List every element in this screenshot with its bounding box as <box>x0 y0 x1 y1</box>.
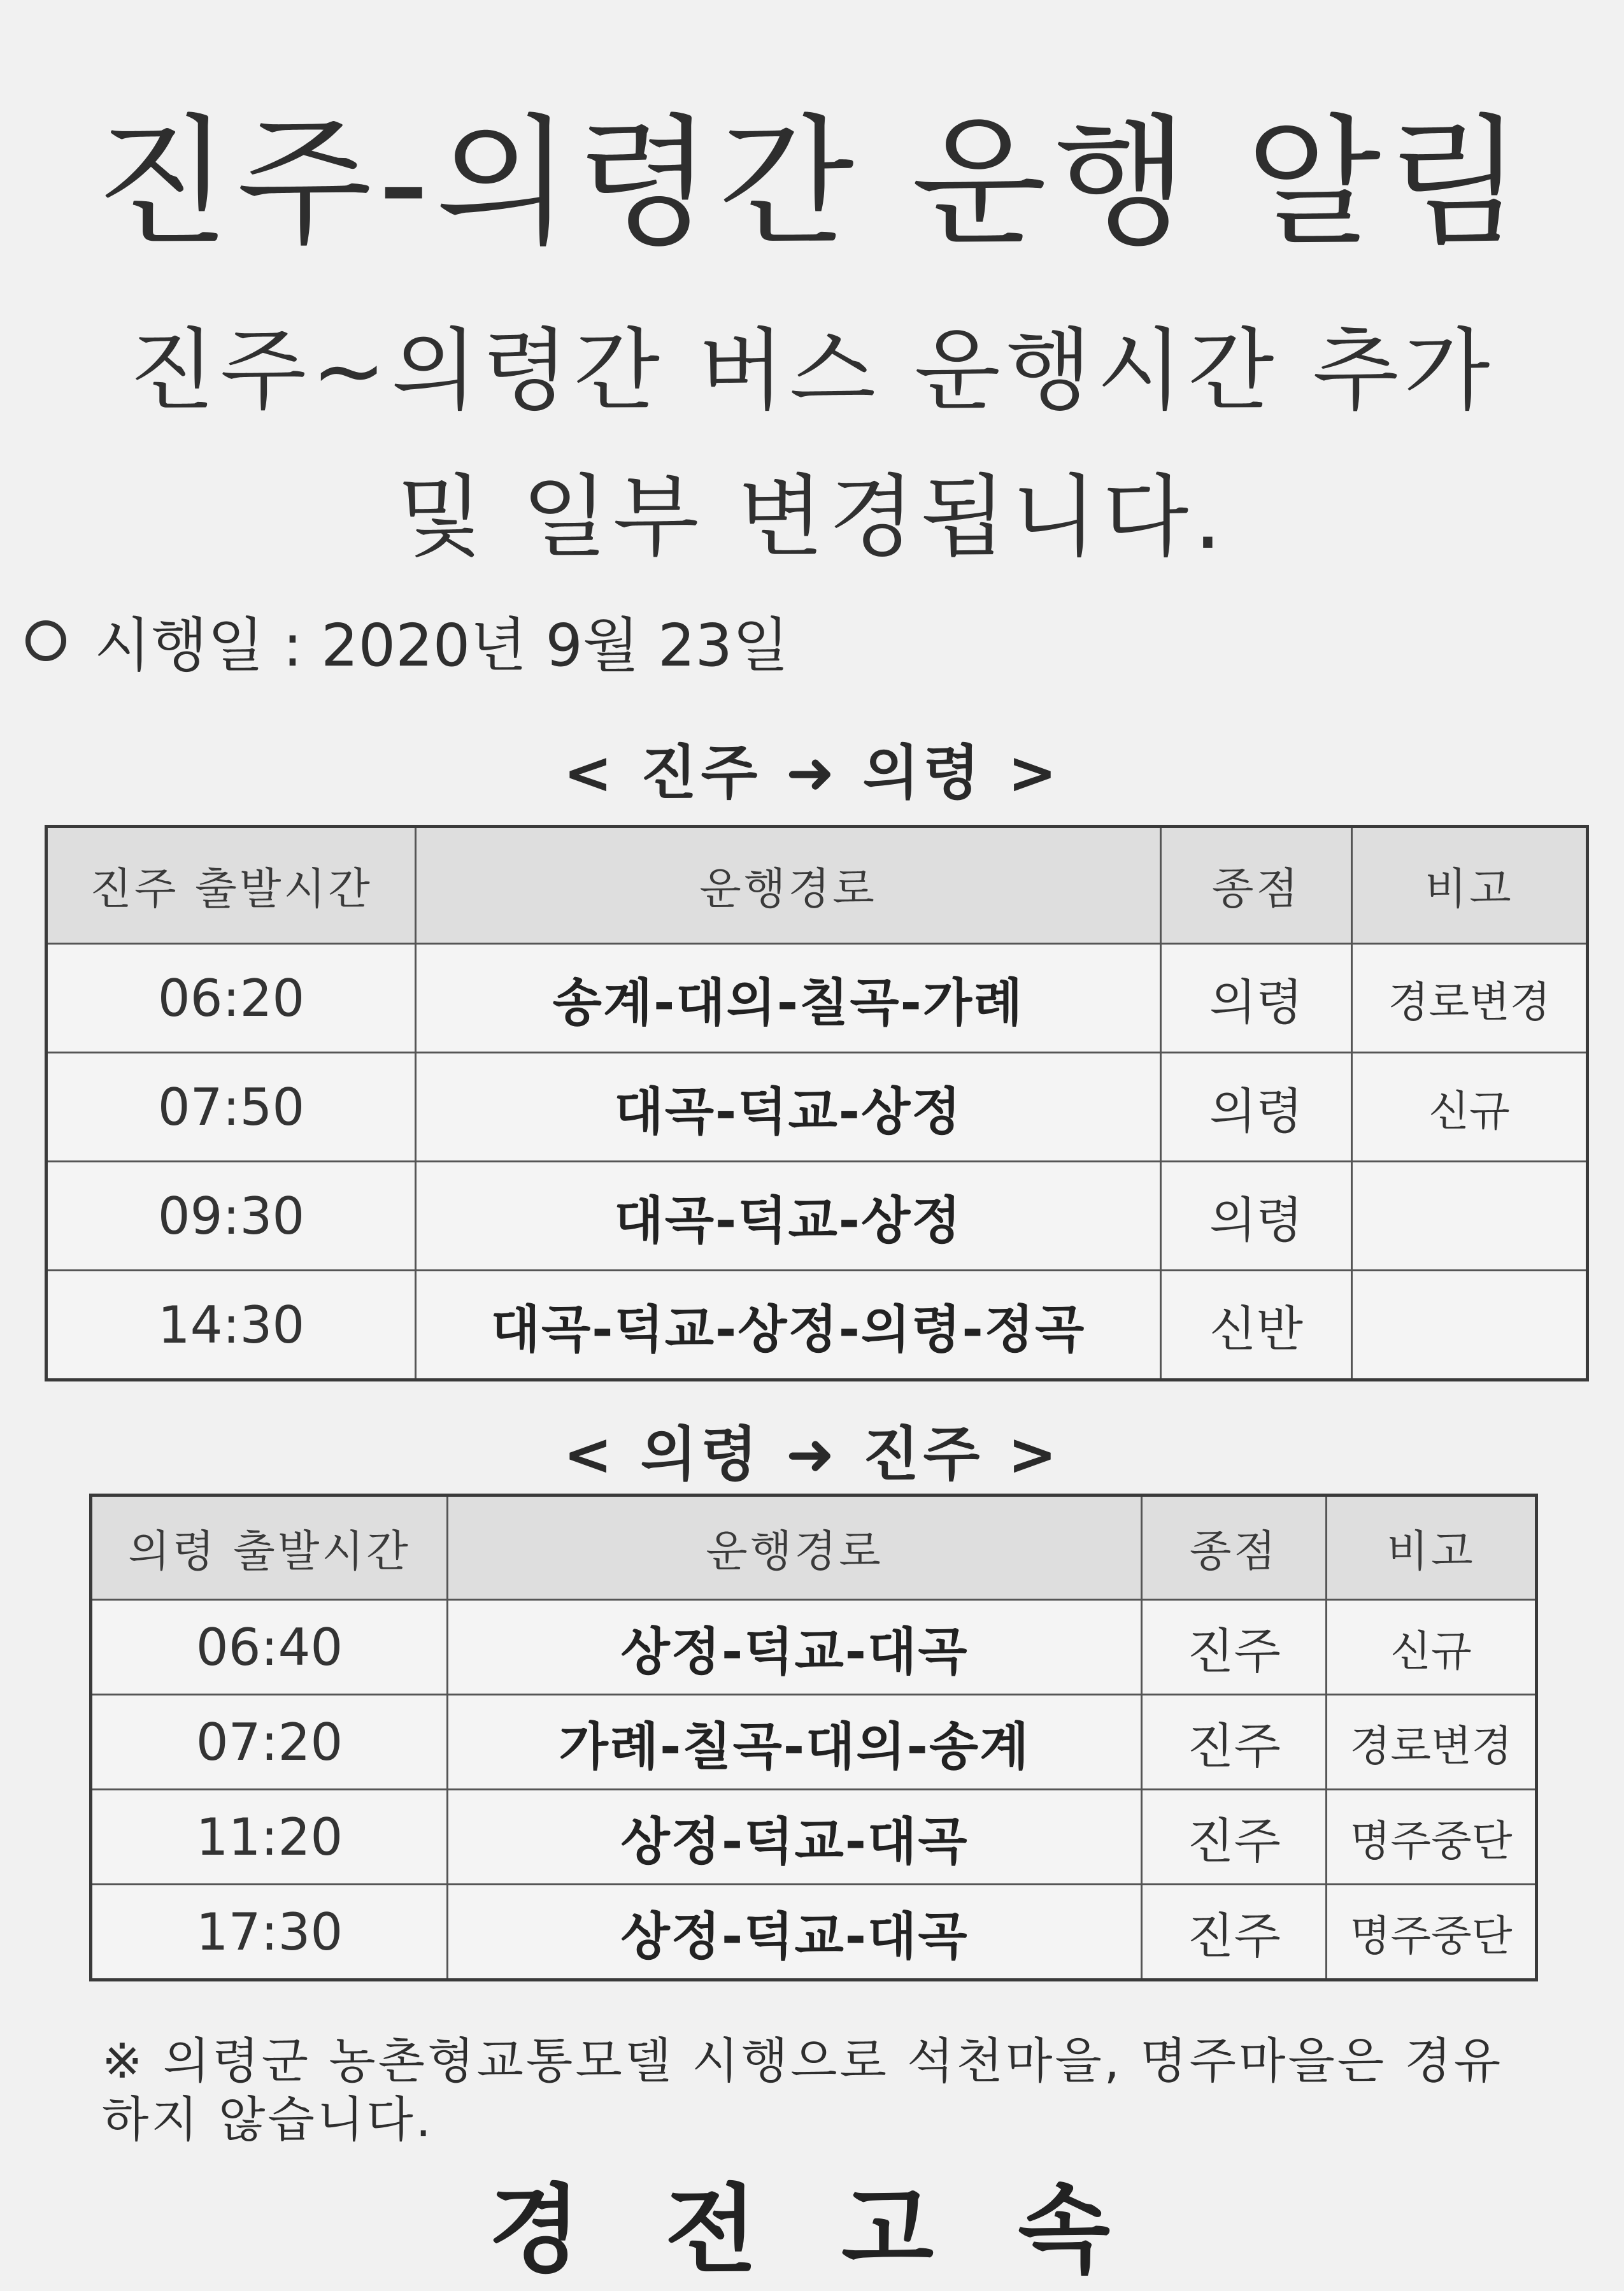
route: 대곡-덕교-상정 <box>416 1053 1161 1162</box>
schedule-table-uiryeong-to-jinju <box>89 1494 1538 1981</box>
destination: 의령 <box>1161 1053 1352 1162</box>
table-row <box>46 1162 1588 1271</box>
route: 상정-덕교-대곡 <box>448 1600 1142 1695</box>
table-row <box>91 1600 1537 1695</box>
company-name: 경 전 고 속 <box>488 2175 1136 2286</box>
header-route: 운행경로 <box>416 827 1161 944</box>
route: 송계-대의-칠곡-가례 <box>416 944 1161 1053</box>
header-note: 비고 <box>1352 827 1588 944</box>
table-row <box>46 944 1588 1053</box>
header-note: 비고 <box>1327 1495 1537 1600</box>
effective-date-text: 시행일 : 2020년 9월 23일 <box>94 611 789 680</box>
note: 경로변경 <box>1352 944 1588 1053</box>
effective-date <box>25 599 789 683</box>
route: 상정-덕교-대곡 <box>448 1790 1142 1885</box>
note: 신규 <box>1327 1600 1537 1695</box>
header-destination: 종점 <box>1161 827 1352 944</box>
table-row <box>91 1885 1537 1980</box>
header-route: 운행경로 <box>448 1495 1142 1600</box>
header-departure-time: 진주 출발시간 <box>46 827 416 944</box>
destination: 진주 <box>1142 1600 1327 1695</box>
table-header-row <box>91 1495 1537 1600</box>
route: 대곡-덕교-상정-의령-정곡 <box>416 1271 1161 1380</box>
route: 상정-덕교-대곡 <box>448 1885 1142 1980</box>
schedule-table-jinju-to-uiryeong <box>45 825 1589 1381</box>
departure-time: 06:40 <box>91 1600 448 1695</box>
header-destination: 종점 <box>1142 1495 1327 1600</box>
route: 대곡-덕교-상정 <box>416 1162 1161 1271</box>
departure-time: 07:50 <box>46 1053 416 1162</box>
section-heading-uiryeong-to-jinju: < 의령 ➜ 진주 > <box>563 1420 1061 1488</box>
circle-bullet-icon <box>25 620 66 661</box>
note: 경로변경 <box>1327 1695 1537 1790</box>
table-row <box>46 1053 1588 1162</box>
section-heading-jinju-to-uiryeong: < 진주 ➜ 의령 > <box>563 739 1061 807</box>
notice-text: ※ 의령군 농촌형교통모델 시행으로 석천마을, 명주마을은 경유하지 않습니다. <box>102 2032 1504 2148</box>
table-header-row <box>46 827 1588 944</box>
destination: 신반 <box>1161 1271 1352 1380</box>
departure-time: 07:20 <box>91 1695 448 1790</box>
note <box>1352 1271 1588 1380</box>
destination: 진주 <box>1142 1885 1327 1980</box>
note: 명주중단 <box>1327 1790 1537 1885</box>
route: 가례-칠곡-대의-송계 <box>448 1695 1142 1790</box>
departure-time: 09:30 <box>46 1162 416 1271</box>
subtitle-line-1: 진주~의령간 버스 운행시간 추가 <box>129 319 1495 423</box>
destination: 진주 <box>1142 1790 1327 1885</box>
destination: 진주 <box>1142 1695 1327 1790</box>
table-row <box>46 1271 1588 1380</box>
departure-time: 14:30 <box>46 1271 416 1380</box>
note: 명주중단 <box>1327 1885 1537 1980</box>
notice-title: 진주-의령간 운행 알림 <box>95 101 1529 264</box>
note <box>1352 1162 1588 1271</box>
departure-time: 06:20 <box>46 944 416 1053</box>
subtitle-line-2: 및 일부 변경됩니다. <box>397 466 1227 569</box>
destination: 의령 <box>1161 944 1352 1053</box>
destination: 의령 <box>1161 1162 1352 1271</box>
table-row <box>91 1695 1537 1790</box>
note: 신규 <box>1352 1053 1588 1162</box>
departure-time: 17:30 <box>91 1885 448 1980</box>
departure-time: 11:20 <box>91 1790 448 1885</box>
table-row <box>91 1790 1537 1885</box>
header-departure-time: 의령 출발시간 <box>91 1495 448 1600</box>
